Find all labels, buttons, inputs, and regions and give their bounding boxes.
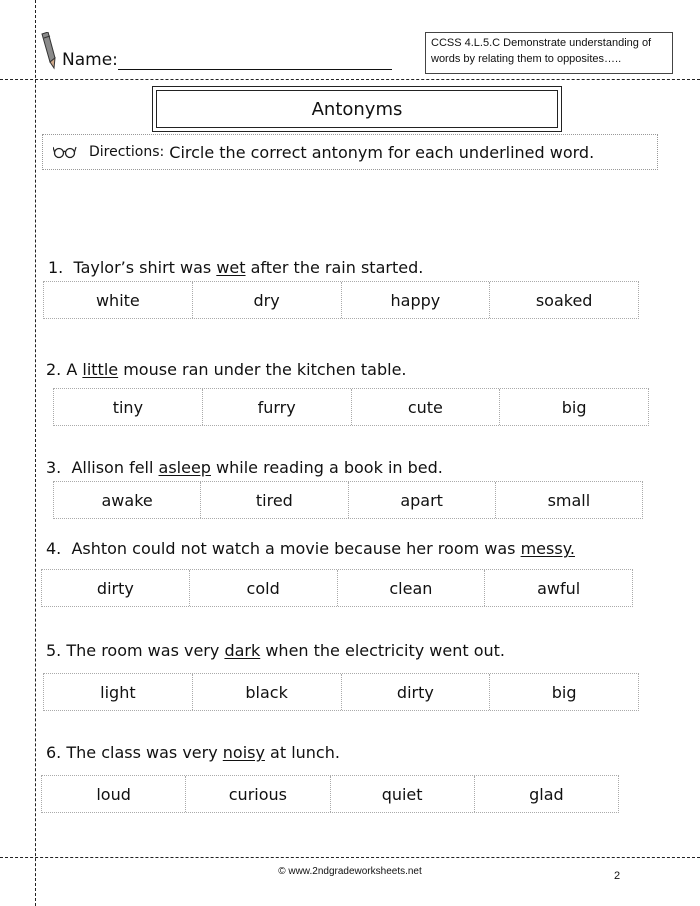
directions-text: Circle the correct antonym for each underlined word. [169, 142, 595, 162]
vertical-cut-line [35, 0, 36, 906]
answer-option[interactable]: tired [201, 482, 348, 518]
question-text-before: A [66, 360, 83, 379]
underlined-word: dark [224, 641, 261, 660]
answer-option[interactable]: white [44, 282, 193, 318]
answer-option[interactable]: apart [349, 482, 496, 518]
answer-option[interactable]: black [193, 674, 342, 710]
underlined-word: messy. [520, 539, 575, 558]
glasses-icon [53, 145, 77, 159]
question-4 [46, 539, 575, 558]
answer-option[interactable]: tiny [54, 389, 203, 425]
underlined-word: asleep [158, 458, 211, 477]
question-text-before: Allison fell [71, 458, 159, 477]
answer-row-6 [41, 775, 619, 813]
question-3 [46, 458, 443, 477]
answer-option[interactable]: furry [203, 389, 352, 425]
question-2 [46, 360, 407, 379]
answer-option[interactable]: happy [342, 282, 491, 318]
answer-option[interactable]: curious [186, 776, 330, 812]
footer-website: © www.2ndgradeworksheets.net [278, 866, 422, 877]
answer-option[interactable]: dry [193, 282, 342, 318]
underlined-word: little [82, 360, 119, 379]
answer-option[interactable]: glad [529, 784, 564, 804]
title-box [152, 86, 562, 132]
underlined-word: noisy [222, 743, 265, 762]
answer-row-4 [41, 569, 633, 607]
answer-option[interactable]: light [44, 674, 193, 710]
page-number: 2 [614, 870, 621, 882]
page-title: Antonyms [156, 90, 558, 128]
question-number: 4. [46, 539, 62, 558]
answer-row-5 [43, 673, 639, 711]
directions-box [42, 134, 658, 170]
answer-option[interactable]: dirty [42, 570, 190, 606]
answer-option[interactable]: soaked [535, 290, 593, 310]
answer-option[interactable]: small [547, 490, 591, 510]
answer-option[interactable]: dirty [342, 674, 491, 710]
question-text-after: at lunch. [264, 743, 340, 762]
question-number: 5. [46, 641, 62, 660]
question-number: 1. [48, 258, 64, 277]
answer-option[interactable]: big [561, 397, 587, 417]
answer-option[interactable]: awake [54, 482, 201, 518]
answer-option[interactable]: cold [190, 570, 338, 606]
directions-label: Directions: [89, 144, 165, 160]
question-text-before: The room was very [66, 641, 225, 660]
answer-row-3 [53, 481, 643, 519]
ccss-standard-box: CCSS 4.L.5.C Demonstrate understanding of words by relating them to opposites….. [425, 32, 673, 74]
pencil-icon [40, 32, 58, 72]
answer-option[interactable]: awful [537, 578, 581, 598]
question-text-after: after the rain started. [245, 258, 424, 277]
question-5 [46, 641, 505, 660]
question-text-after: while reading a book in bed. [210, 458, 443, 477]
question-text-after: mouse ran under the kitchen table. [118, 360, 407, 379]
question-text-after: when the electricity went out. [260, 641, 505, 660]
bottom-cut-line [0, 857, 700, 858]
answer-row-2 [53, 388, 649, 426]
question-number: 6. [46, 743, 62, 762]
answer-option[interactable]: loud [42, 776, 186, 812]
question-6 [46, 743, 340, 762]
answer-option[interactable]: big [551, 682, 577, 702]
answer-option[interactable]: quiet [331, 776, 475, 812]
name-label: Name: [62, 50, 118, 70]
answer-option[interactable]: cute [352, 389, 501, 425]
answer-option[interactable]: clean [338, 570, 486, 606]
question-text-before: The class was very [66, 743, 223, 762]
question-text-before: Ashton could not watch a movie because her room was [71, 539, 521, 558]
answer-row-1 [43, 281, 639, 319]
question-text-before: Taylor’s shirt was [73, 258, 217, 277]
question-number: 2. [46, 360, 62, 379]
top-cut-line [0, 79, 700, 80]
question-number: 3. [46, 458, 62, 477]
underlined-word: wet [216, 258, 246, 277]
question-1 [48, 258, 423, 277]
name-write-line [118, 69, 392, 70]
